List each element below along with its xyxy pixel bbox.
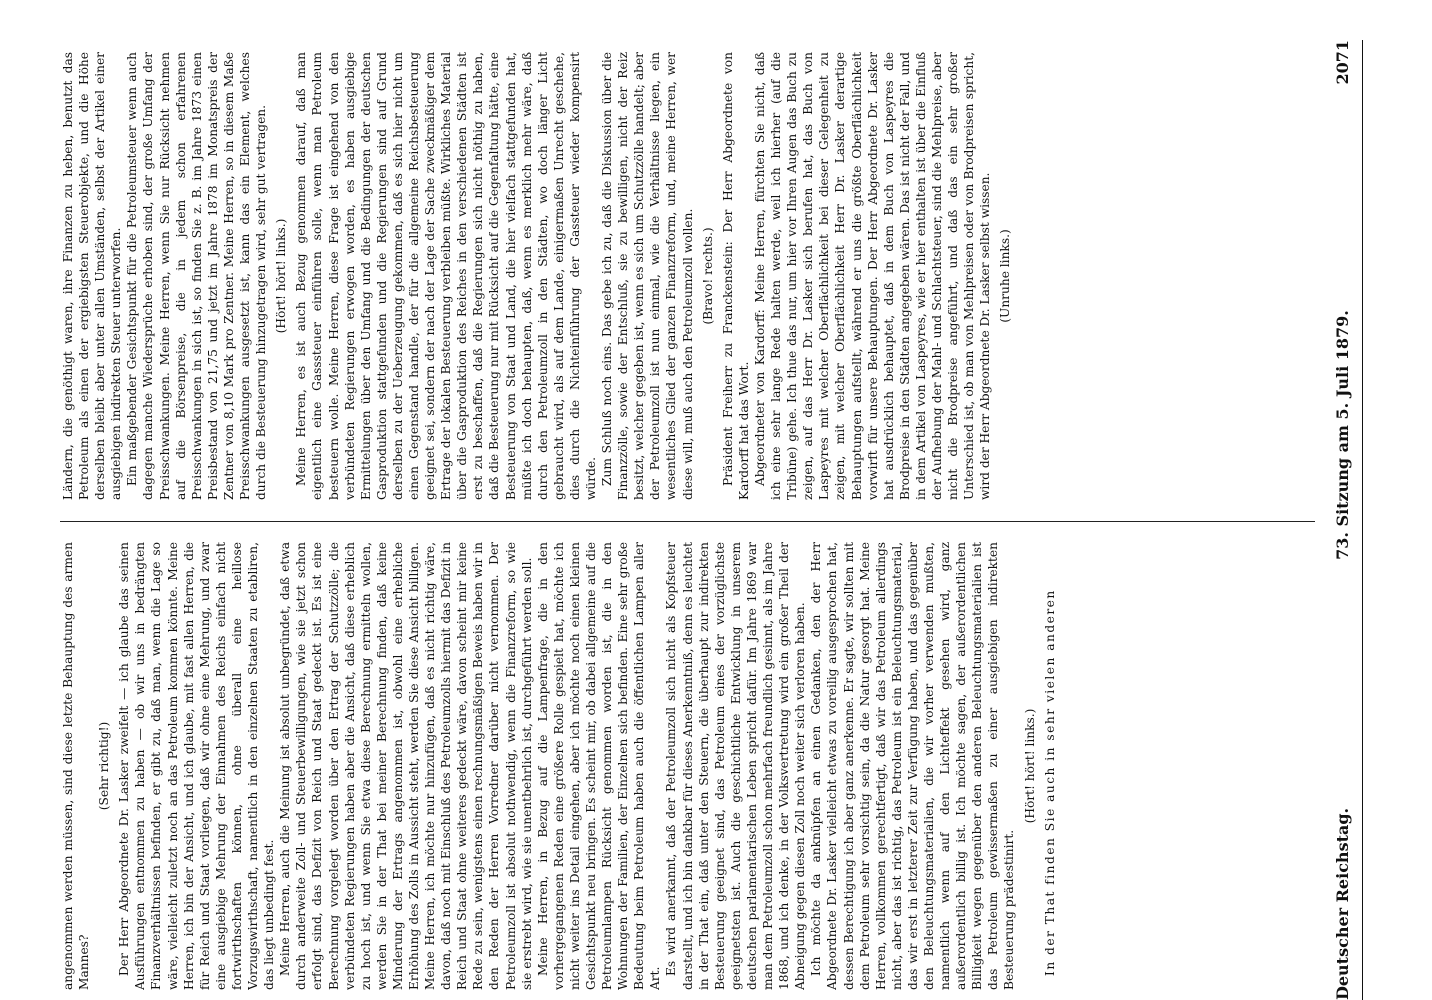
paragraph: In der That finden Sie auch in sehr vielen anderen bbox=[1042, 589, 1057, 976]
interjection: (Unruhe links.) bbox=[998, 229, 1013, 323]
paragraph: Ländern, die genöthigt waren, ihre Finanzen zu heben, benutzt das Petroleum als einen der ergiebigsten Steuerobjekte, und die Höhe derselben bleibt aber unter allen Umständen, selbst der Artikel einer ausgiebigen indirekten Steuer unterworfen. bbox=[61, 52, 124, 500]
paragraph: Meine Herren, in Bezug auf die Lampenfrage, die in den vorhergegangenen Reden eine größere Rolle gespielt hat, möchte ich nicht weiter ins Detail eingehen, aber ich möchte noch einen kleinen Gesichtspunkt neu bringen. Es scheint mir, ob dabei allgemeine auf die Petroleumlampen Rücksicht genommen worden ist, die in den Wohnungen der Familien, der Einzelnen sich befinden. Eine sehr große Bedeutung beim Petroleum haben auch die öffentlichen Lampen aller Art. bbox=[535, 542, 663, 990]
speaker-paragraph: Abgeordneter von Kardorff: Meine Herren, fürchten Sie nicht, daß ich eine sehr lange Rede halten werde, weil ich hierher (auf die Tribüne) gehe. Ich thue das nur, um hier vor Ihren Augen das Buch zu zeigen, auf das Herr Dr. Lasker sich berufen hat, das Buch von Laspeyres mit welcher Oberflächlichkeit bei dieser Gelegenheit zu zeigen, mit welcher Oberflächlichkeit Herr Dr. Lasker derartige Behauptungen aufstellt, während er uns die größte Oberflächlichkeit vorwirft für unsere Behauptungen. Der Herr Abgeordnete Dr. Lasker hat ausdrücklich behauptet, daß in dem Buch von Laspeyres die Brodpreise in den Städten angegeben wären. Das ist nicht der Fall, und in dem Artikel von Laspeyres, wie er hier enthalten ist über die Einfluß der Aufhebung der Mahl- und Schlachtsteuer, sind die Mehlpreise, aber nicht die Brodpreise angeführt, und daß das ein sehr großer Unterschied ist, ob man von Mehlpreisen oder von Brodpreisen spricht, wird der Herr Abgeordnete Dr. Lasker selbst wissen. bbox=[752, 52, 993, 500]
page-header bbox=[1322, 40, 1363, 1000]
paragraph: Ein maßgebender Gesichtspunkt für die Petroleumsteuer wenn auch dagegen manche Wiedersprüche erhoben sind, der große Umfang der Preisschwankungen. Meine Herren, wenn Sie nur Rücksicht nehmen auf die Börsenpreise, die in jedem schon erfahrenen Preisschwankungen in sich ist, so finden Sie z. B. im Jahre 1873 einen Preisbestand von 21,75 und jetzt im Jahre 1878 im Monatspreis der Zentner von 8,10 Mark pro Zentner. Meine Herren, so in diesem Maße Preisschwankungen ausgesetzt ist, kann das ein Element, welches durch die Besteuerung hinzugetragen wird, sehr gut vertragen. bbox=[125, 52, 269, 500]
paragraph: Zum Schluß noch eins. Das gebe ich zu, daß die Diskussion über die Finanzzölle, sowie der Entschluß, sie zu bewilligen, nicht der Reiz besitzt, welcher gegeben ist, wenn es sich um Schutzzölle handelt; aber der Petroleumzoll ist nun einmal, wie die Verhältnisse liegen, ein wesentliches Glied der ganzen Finanzreform, und, meine Herren, wer diese will, muß auch den Petroleumzoll wollen. bbox=[600, 52, 695, 500]
paragraph: Meine Herren, auch die Meinung ist absolut unbegründet, daß etwa durch anderweite Zoll- und Steuerbewilligungen, wie sie jetzt schon erfolgt sind, das Defizit von Reich und Staat gedeckt ist. Es ist eine Berechnung vorgelegt worden über den Ertrag der Schutzzölle; die verbündeten Regierungen haben aber die Ansicht, daß diese erheblich zu hoch ist, und wenn Sie etwa diese Berechnung ermitteln wollen, werden Sie in der That bei meiner Berechnung finden, daß keine Minderung der Ertrags angenommen ist, obwohl eine erhebliche Erhöhung des Zolls in Aussicht steht, werden Sie diese Ansicht billigen. Meine Herren, ich möchte nur hinzufügen, daß es nicht richtig wäre, davon, daß noch mit Einschluß des Petroleumzolls hiermit das Defizit in Reich und Staat ohne weiteres gedeckt wäre, davon scheint mir keine Rede zu sein, wenigstens einen rechnungsmäßigen Beweis haben wir in den Reden der Herren Vorredner darüber nicht vernommen. Der Petroleumzoll ist absolut nothwendig, wenn die Finanzreform, so wie sie erstrebt wird, wie sie unentbehrlich ist, durchgeführt werden soll. bbox=[278, 542, 534, 990]
column-divider bbox=[60, 521, 1315, 522]
paragraph: Es wird anerkannt, daß der Petroleumzoll sich nicht als Kopfsteuer darstellt, und ich bin dankbar für dieses Anerkenntniß, denn es leuchtet in der That ein, daß unter den Steuern, die überhaupt zur indirekten Besteuerung geeignet sind, das Petroleum eines der vorzüglichste geeignetsten ist. Auch die geschichtliche Entwicklung in unserem deutschen parlamentarischen Leben spricht dafür. Im Jahre 1869 war man dem Petroleumzoll schon mehrfach freundlich gesinnt, als im Jahre 1868, und ich denke, in der Volksvertretung wird ein großer Theil der Abneigung gegen diesen Zoll noch weiter sich verloren haben. bbox=[664, 542, 808, 990]
right-column bbox=[60, 52, 1315, 500]
paragraph: Ich möchte da anknüpfen an einen Gedanken, den der Herr Abgeordnete Dr. Lasker vielleicht etwas zu voreilig ausgesprochen hat, dessen Berechtigung ich aber ganz anerkenne. Er sagte, wir sollten mit dem Petroleum sehr vorsichtig sein, da die Natur gesorgt hat. Meine Herren, vollkommen gerechtfertigt, daß wir das Petroleum allerdings nicht, aber das ist richtig, das Petroleum ist ein Beleuchtungsmaterial, das wir erst in letzterer Zeit zur Verfügung haben, und das gegenüber den Beleuchtungsmaterialien, die wir vorher verwenden mußten, namentlich wenn auf den Lichteffekt gesehen wird, ganz außerordentlich billig ist. Ich möchte sagen, der außerordentlichen Billigkeit wegen gegenüber den anderen Beleuchtungsmaterialien ist das Petroleum gewissermaßen zu einer ausgiebigen indirekten Besteuerung prädestinirt. bbox=[809, 542, 1017, 990]
interjection: (Bravo! rechts.) bbox=[700, 227, 715, 325]
speaker-paragraph: Präsident Freiherr zu Franckenstein: Der Herr Abgeordnete von Kardorff hat das Wort. bbox=[720, 52, 751, 500]
header-publication: Deutscher Reichstag. bbox=[1332, 807, 1352, 1000]
header-session: 73. Sitzung am 5. Juli 1879. bbox=[1332, 310, 1352, 560]
header-page-number: 2071 bbox=[1332, 40, 1352, 85]
paragraph: angenommen werden müssen, sind diese letzte Behauptung des armen Mannes? bbox=[61, 542, 92, 990]
interjection: (Sehr richtig!) bbox=[97, 721, 112, 811]
paragraph: Meine Herren, es ist auch Bezug genommen darauf, daß man eigentlich eine Gasssteuer einführen solle, wenn man Petroleum besteuern wolle. Meine Herren, diese Frage ist eingehend von den verbündeten Regierungen erwogen worden, es haben ausgiebige Ermittelungen über den Umfang und die Bedingungen der deutschen Gasproduktion stattgefunden und die Regierungen sind auf Grund derselben zu der Ueberzeugung gekommen, daß es sich hier nicht um einen Gegenstand handle, der für die allgemeine Reichsbesteuerung geeignet sei, sondern der nach der Lage der Sache zweckmäßiger dem Ertrage der lokalen Besteuerung verbleiben müßte. Wirkliches Material über die Gasproduktion des Reiches in den verschiedenen Städten ist erst zu beschaffen, daß die Regierungen sich nicht nöthig zu haben, daß die Besteuerung nur mit Rücksicht auf die Gegenfaltung hätte, eine Besteuerung von Staat und Land, die hier vielfach stattgefunden hat, müßte ich doch behaupten, daß, wenn es merklich mehr wäre, daß durch den Petroleumzoll in den Städten, wo doch länger Licht gebraucht wird, als auf dem Lande, einigermaßen Unrecht geschehe, dies durch die Nichteinführung der Gassteuer wieder kompensirt würde. bbox=[294, 52, 598, 500]
interjection: (Hört! hört! links.) bbox=[274, 218, 289, 334]
paragraph: Der Herr Abgeordnete Dr. Lasker zweifelt — ich glaube das seinen Ausführungen entnommen zu haben — ob wir uns in bedrängten Finanzverhältnissen befinden, er gibt zu, daß man, wenn die Lage so wäre, vielleicht zuletzt noch an das Petroleum kommen könnte. Meine Herren, ich bin der Ansicht, und ich glaube, mit fast allen Herren, die für Reich und Staat vorliegen, daß wir ohne eine Mehrung, und zwar eine ausgiebige Mehrung der Einnahmen des Reichs einfach nicht fortwirthschaften können, ohne überall eine heillose Vorzugswirthschaft, namentlich in den einzelnen Staaten zu etabliren, das liegt unbedingt fest. bbox=[117, 542, 277, 990]
left-column bbox=[60, 542, 1315, 990]
interjection: (Hört! hört! links.) bbox=[1022, 708, 1037, 824]
